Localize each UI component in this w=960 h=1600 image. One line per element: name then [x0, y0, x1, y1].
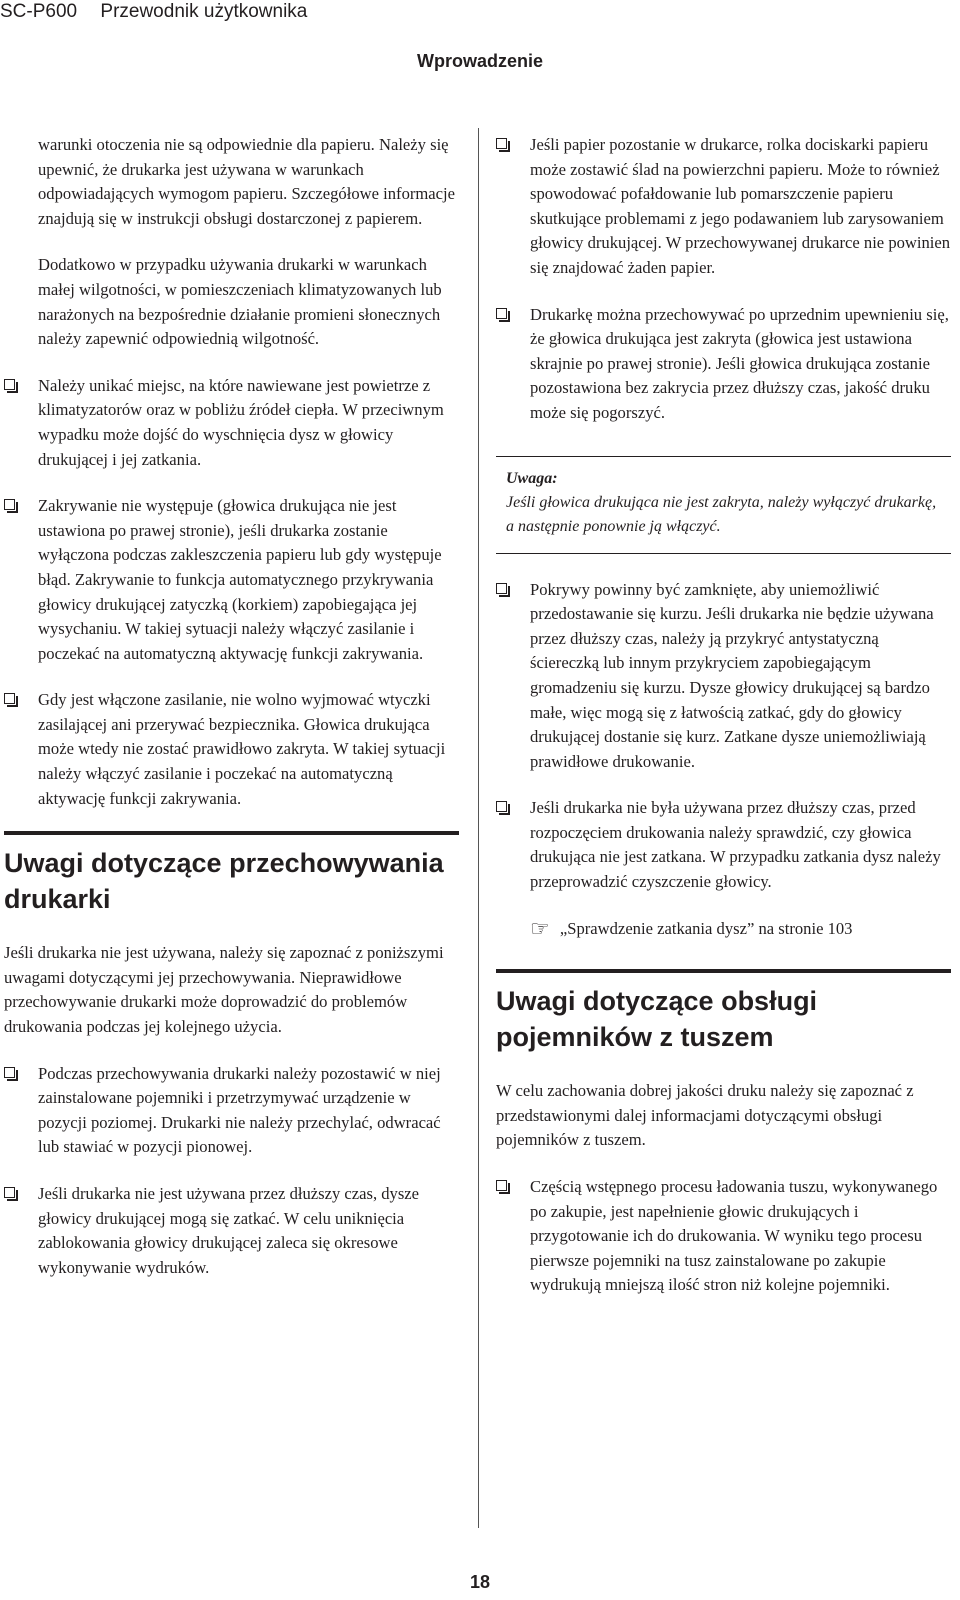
bullet-item: [496, 1175, 951, 1298]
checkbox-bullet-icon: [496, 583, 507, 594]
checkbox-bullet-icon: [4, 499, 15, 510]
bullet-item: [4, 494, 459, 666]
section-title: Wprowadzenie: [416, 51, 543, 71]
bullet-text: Zakrywanie nie występuje (głowica drukująca nie jest ustawiona po prawej stronie), jeśli drukarka zostanie wyłączona podczas zakleszczenia papieru lub gdy występuje błąd. Zakrywanie to funkcja automatycznego przykrywania głowicy drukującej zatyczką (korkiem) zapobiegająca jej wysychaniu. W takiej sytuacji należy włączyć zasilanie i poczekać na automatyczną aktywację funkcji zakrywania.: [38, 496, 442, 663]
column-divider: [478, 128, 479, 1528]
bullet-item: [496, 796, 951, 894]
checkbox-bullet-icon: [4, 1067, 15, 1078]
note-box: [496, 456, 951, 554]
bullet-text: Częścią wstępnego procesu ładowania tuszu, wykonywanego po zakupie, jest napełnienie głowic drukujących i przygotowanie ich do drukowania. W wyniku tego procesu pierwsze pojemniki na tusz zainstalowane po zakupie wydrukują mniejszą ilość stron niż kolejne pojemniki.: [530, 1177, 938, 1295]
bullet-text: Gdy jest włączone zasilanie, nie wolno wyjmować wtyczki zasilającej ani przerywać bezpiecznika. Głowica drukująca może wtedy nie zostać prawidłowo zakryta. W takiej sytuacji należy włączyć zasilanie i poczekać na automatyczną aktywację funkcji zakrywania.: [38, 690, 446, 808]
checkbox-bullet-icon: [496, 138, 507, 149]
cross-reference-link[interactable]: „Sprawdzenie zatkania dysz” na stronie 103: [559, 918, 853, 938]
guide-title: Przewodnik użytkownika: [100, 1, 308, 22]
bullet-item: [4, 688, 459, 811]
bullet-item: [496, 303, 951, 426]
note-label: Uwaga:: [506, 469, 558, 487]
paragraph: warunki otoczenia nie są odpowiednie dla papieru. Należy się upewnić, że drukarka jest używana w warunkach odpowiadających wymogom papieru. Szczegółowe informacje znajdują się w instrukcji obsługi dostarczonej z papierem.: [38, 135, 455, 228]
checkbox-bullet-icon: [496, 801, 507, 812]
paragraph: Dodatkowo w przypadku używania drukarki w warunkach małej wilgotności, w pomieszczeniach klimatyzowanych lub narażonych na bezpośrednie działanie promieni słonecznych należy zapewnić odpowiednią wilgotność.: [38, 255, 442, 349]
bullet-item: [4, 1182, 459, 1280]
bullet-text: Jeśli drukarka nie była używana przez dłuższy czas, przed rozpoczęciem drukowania należy sprawdzić, czy głowica drukująca nie jest zatkana. W przypadku zatkania dysz należy przeprowadzić czyszczenie głowicy.: [530, 798, 941, 892]
bullet-text: Jeśli papier pozostanie w drukarce, rolka dociskarki papieru może zostawić ślad na powierzchni papieru. Może to również spowodować pofałdowanie lub pomarszczenie papieru skutkujące problemami z jego podawaniem lub zarysowaniem głowicy drukującej. W przechowywanej drukarce nie powinien się znajdować żaden papier.: [530, 135, 951, 277]
bullet-item: [4, 374, 459, 472]
pointing-hand-icon: ☞: [530, 915, 550, 941]
checkbox-bullet-icon: [496, 308, 507, 319]
page-number: 18: [469, 1572, 491, 1592]
checkbox-bullet-icon: [4, 693, 15, 704]
bullet-item: [496, 578, 951, 775]
section-heading: Uwagi dotyczące obsługi pojemników z tuszem: [496, 986, 818, 1053]
note-text: Jeśli głowica drukująca nie jest zakryta, należy wyłączyć drukarkę, a następnie ponownie ją włączyć.: [506, 493, 937, 535]
cross-reference: [496, 917, 951, 942]
checkbox-bullet-icon: [4, 1187, 15, 1198]
left-column: [4, 133, 459, 1302]
section-heading: Uwagi dotyczące przechowywania drukarki: [4, 848, 444, 915]
bullet-text: Podczas przechowywania drukarki należy pozostawić w niej zainstalowane pojemniki i przetrzymywać urządzenie w pozycji poziomej. Drukarki nie należy przechylać, odwracać lub stawiać w pozycji pionowej.: [38, 1063, 441, 1157]
checkbox-bullet-icon: [4, 379, 15, 390]
page-header: [0, 0, 325, 24]
checkbox-bullet-icon: [496, 1180, 507, 1191]
right-column: [496, 133, 951, 1320]
bullet-text: Należy unikać miejsc, na które nawiewane jest powietrze z klimatyzatorów oraz w pobliżu źródeł ciepła. W przeciwnym wypadku może dojść do wyschnięcia dysz w głowicy drukującej i jej zatkania.: [38, 375, 444, 469]
bullet-text: Jeśli drukarka nie jest używana przez dłuższy czas, dysze głowicy drukującej mogą się zatkać. W celu uniknięcia zablokowania głowicy drukującej zaleca się okresowe wykonywanie wydruków.: [38, 1184, 420, 1277]
bullet-text: Drukarkę można przechowywać po uprzednim upewnieniu się, że głowica drukująca jest zakryta (głowica jest ustawiona skrajnie po prawej stronie). Jeśli głowica drukująca zostanie pozostawiona bez zakrycia przez dłuższy czas, jakość druku może się pogorszyć.: [530, 304, 949, 422]
bullet-text: Pokrywy powinny być zamknięte, aby uniemożliwić przedostawanie się kurzu. Jeśli drukarka nie będzie używana przez dłuższy czas, należy ją przykryć antystatyczną ściereczką lub innym przykryciem zapobiegającym gromadzeniu się kurzu. Dysze głowicy drukującej są bardzo małe, więc mogą się z łatwością zatkać, gdy do głowicy drukującej dostanie się kurz. Zatkane dysze uniemożliwiają prawidłowe drukowanie.: [530, 579, 934, 771]
model-name: SC-P600: [0, 1, 78, 22]
heading-rule: [4, 831, 459, 835]
intro-paragraph: Jeśli drukarka nie jest używana, należy się zapoznać z poniższymi uwagami dotyczącymi jej przechowywania. Nieprawidłowe przechowywanie drukarki może doprowadzić do problemów drukowania podczas jej kolejnego użycia.: [4, 943, 444, 1037]
bullet-item: [4, 1062, 459, 1160]
intro-paragraph: W celu zachowania dobrej jakości druku należy się zapoznać z przedstawionymi dalej informacjami dotyczącymi obsługi pojemników z tuszem.: [496, 1081, 914, 1150]
heading-rule: [496, 969, 951, 973]
bullet-item: [496, 133, 951, 281]
